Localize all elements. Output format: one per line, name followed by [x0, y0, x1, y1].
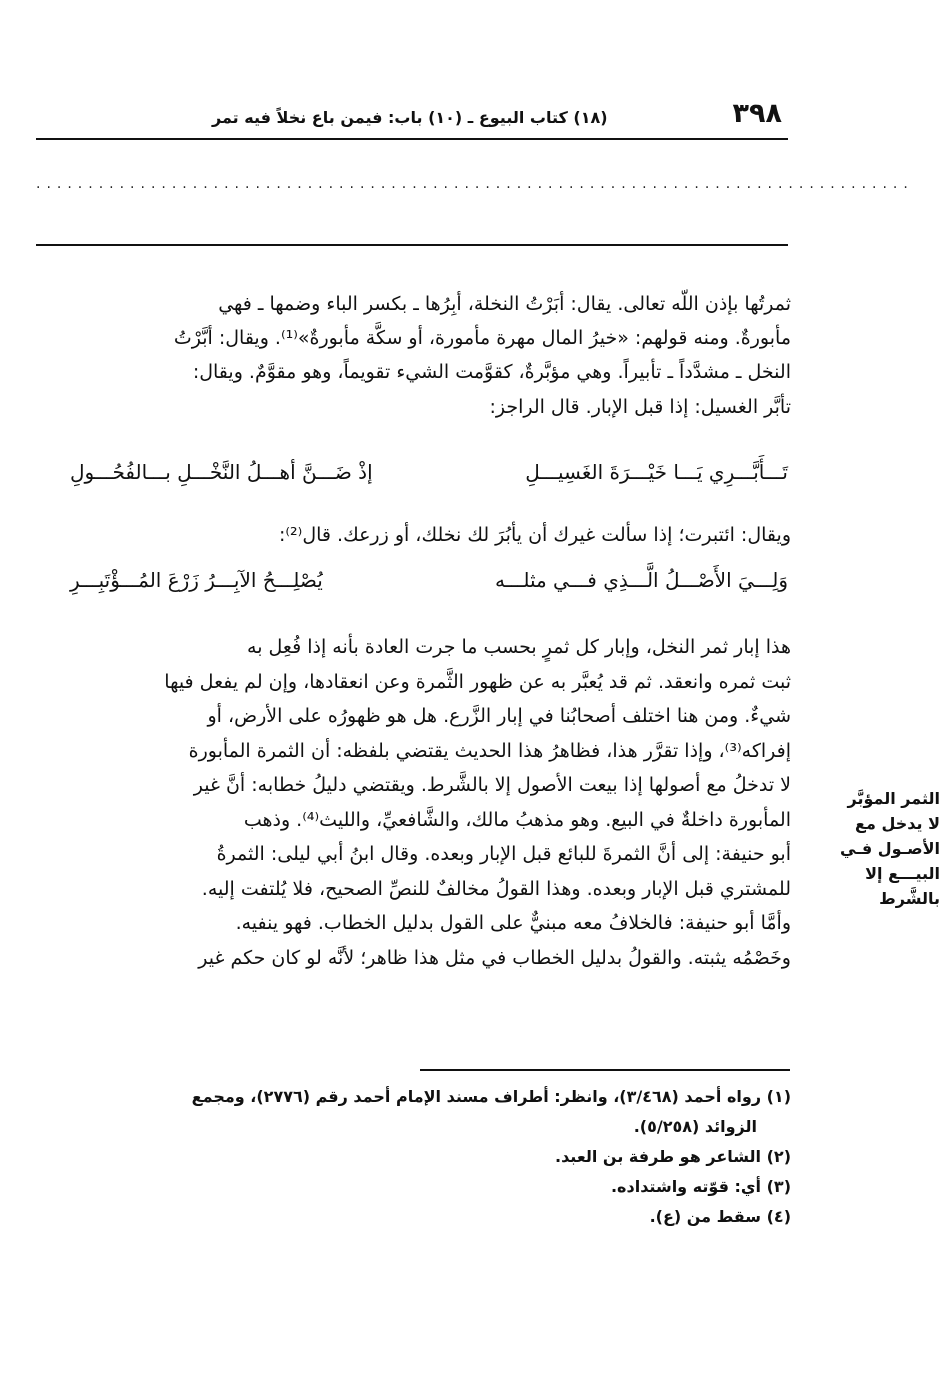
text-line: للمشتري قبل الإبار وبعده. وهذا القولُ مخالفٌ للنصِّ الصحيح، فلا يُلتفت إليه. [201, 877, 791, 900]
footnotes [36, 1082, 791, 1232]
text-line: وخَصْمُه يثبته. والقولُ بدليل الخطاب في مثل هذا ظاهر؛ لأنَّه لو كان حكم غير [198, 946, 791, 969]
header-rule [36, 138, 788, 140]
margin-note-line: البيـــع إلا [865, 864, 940, 883]
footnote-2: (٢) الشاعر هو طرفة بن العبد. [554, 1147, 791, 1166]
page-number: ٣٩٨ [732, 98, 782, 129]
footnote-1: (١) رواه أحمد (٣/٤٦٨)، وانظر: أطراف مسند الإمام أحمد رقم (٢٧٧٦)، ومجمع [191, 1087, 791, 1106]
margin-note-line: لا يدخل مع [855, 814, 940, 833]
footnote-3: (٣) أي: قوّته واشتداده. [610, 1177, 791, 1196]
text-line: وأمَّا أبو حنيفة: فالخلافُ معه مبنيٌّ على القول بدليل الخطاب. فهو ينفيه. [235, 912, 791, 934]
text-line: شيءٌ. ومن هنا اختلف أصحابُنا في إبار الزَّرع. هل هو ظهورُه على الأرض، أو [207, 705, 791, 727]
verse-second-hemistich: إذْ ضَـــنَّ أهـــلُ النَّخْـــلِ بـــالفُحُـــولِ [70, 460, 373, 484]
text-line: النخل ـ مشدَّداً ـ تأبيراً. وهي مؤبَّرةٌ، كقوَّمت الشيء تقويماً، وهو مقوَّمٌ. ويقال: [192, 361, 791, 384]
poem-verse-2 [70, 568, 788, 604]
verse-second-hemistich: يُصْلِـــحُ الآبِـــرُ زَرْعَ المُـــؤْتَبِـــرِ [70, 568, 323, 592]
verse-first-hemistich: وَلِـــيَ الأَصْـــلُ الَّـــذِي فـــي مثلـــه [495, 568, 788, 592]
section-rule [36, 244, 788, 246]
text-line: لا تدخلُ مع أصولها إذا بيعت الأصول إلا بالشَّرط. ويقتضي دليلُ خطابه: أنَّ غير [193, 774, 791, 796]
running-head: (١٨) كتاب البيوع ـ (١٠) باب: فيمن باع نخلاً فيه تمر [212, 108, 608, 127]
text-line: أبو حنيفة: إلى أنَّ الثمرةَ للبائع قبل الإبار وبعده. وقال ابنُ أبي ليلى: الثمرةُ [216, 843, 791, 865]
body-paragraph-1 [36, 287, 791, 424]
text-line: ثبت ثمره وانعقد. ثم قد يُعبَّر به عن ظهور الثَّمرة وعن انعقادها، وإن لم يفعل فيها [164, 670, 791, 693]
margin-note-line: الثمر المؤبَّر [847, 789, 940, 808]
margin-note-line: بالشَّرط [879, 889, 940, 908]
page-header [36, 96, 788, 136]
poem-verse-1 [70, 460, 788, 496]
margin-note-line: الأصـول فـي [840, 839, 940, 858]
text-line: تأبَّر الغسيل: إذا قبل الإبار. قال الراجز: [489, 395, 791, 418]
footnote-1-continued: الزوائد (٥/٢٥٨). [633, 1117, 757, 1136]
text-line: إفراكه⁽³⁾، وإذا تقرَّر هذا، فظاهرُ هذا الحديث يقتضي بلفظه: أن الثمرة المأبورة [188, 739, 791, 762]
text-line: ثمرتُها بإذن اللّه تعالى. يقال: أبَرْتُ النخلة، أبِرُها ـ بكسر الباء وضمها ـ فهي [218, 293, 791, 315]
verse-first-hemistich: تَـــأَبَّـــرِي يَـــا خَيْـــرَةَ الغَسِيـــلِ [525, 460, 788, 484]
text-line: ويقال: ائتبرت؛ إذا سألت غيرك أن يأبُرَ لك نخلك، أو زرعك. قال⁽²⁾: [278, 524, 791, 546]
text-line: المأبورة داخلةٌ في البيع. وهو مذهبُ مالك، والشَّافعيِّ، والليث⁽⁴⁾. وذهب [243, 808, 791, 831]
text-line: مأبورةٌ. ومنه قولهم: «خيرُ المال مهرة مأمورة، أو سكَّة مأبورةٌ»⁽¹⁾. ويقال: أبَّرْتُ [173, 327, 791, 350]
text-line: هذا إبار ثمر النخل، وإبار كل ثمرٍ بحسب ما جرت العادة بأنه إذا فُعِل به [247, 636, 791, 658]
ellipsis-separator: .................................................................................... [36, 176, 914, 192]
interlude-line [36, 518, 791, 552]
margin-note [838, 786, 940, 911]
footnote-4: (٤) سقط من (ع). [649, 1207, 791, 1226]
body-paragraph-2 [36, 630, 791, 975]
footnote-rule [420, 1069, 790, 1071]
